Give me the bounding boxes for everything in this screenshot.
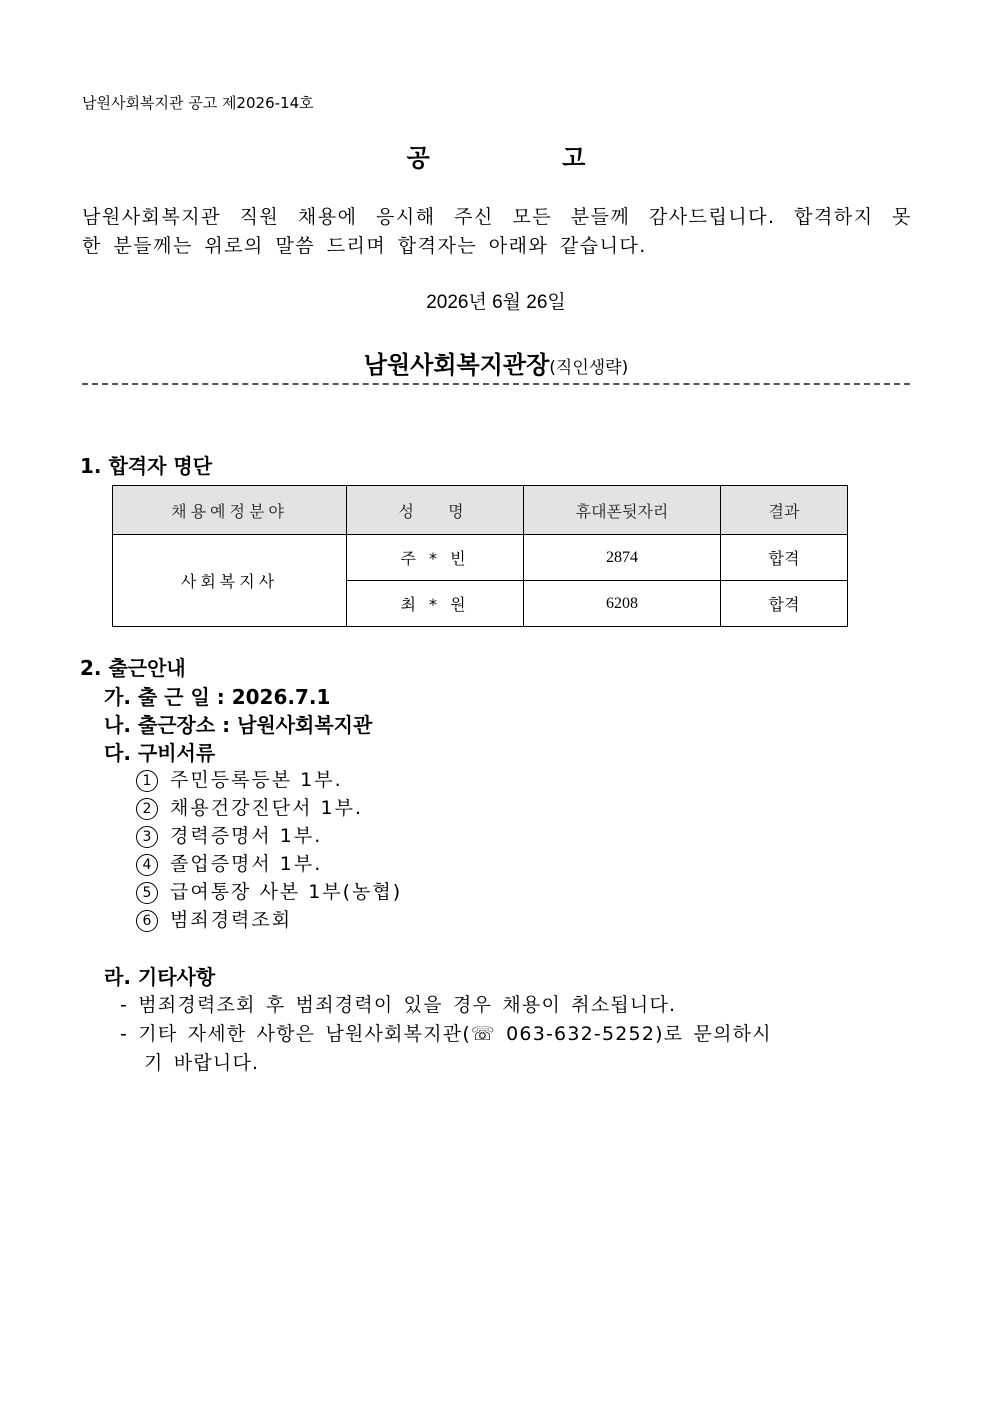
start-date: 가. 출 근 일 : 2026.7.1 (104, 685, 331, 709)
cell-result: 합격 (721, 535, 848, 581)
document-item (136, 877, 402, 904)
page-title: 공 고 (406, 144, 648, 172)
column-header-result: 결과 (721, 486, 848, 535)
document-item (136, 905, 292, 932)
documents-heading: 다. 구비서류 (104, 741, 216, 765)
dashed-divider (82, 383, 910, 385)
document-text: 졸업증명서 1부. (170, 853, 323, 875)
document-text: 경력증명서 1부. (170, 825, 323, 847)
document-item (136, 765, 343, 792)
document-item (136, 793, 363, 820)
table-row (113, 535, 848, 581)
document-item (136, 849, 322, 876)
document-text: 급여통장 사본 1부(농협) (170, 881, 403, 903)
document-text: 범죄경력조회 (170, 909, 293, 931)
circled-number: 5 (136, 882, 158, 904)
table-header-row (113, 486, 848, 535)
issuer (0, 345, 992, 380)
document-text: 주민등록등본 1부. (170, 769, 343, 791)
cell-phone: 2874 (524, 535, 721, 581)
document-number: 남원사회복지관 공고 제2026-14호 (82, 94, 314, 112)
note-item: - 범죄경력조회 후 범죄경력이 있을 경우 채용이 취소됩니다. (120, 994, 677, 1016)
issuer-name: 남원사회복지관장 (363, 351, 550, 379)
cell-name: 최 * 원 (347, 581, 524, 627)
circled-number: 1 (136, 770, 158, 792)
document-text: 채용건강진단서 1부. (170, 797, 363, 819)
document-item (136, 821, 322, 848)
section-1-heading: 1. 합격자 명단 (80, 454, 213, 478)
cell-name: 주 * 빈 (347, 535, 524, 581)
intro-line-1: 남원사회복지관 직원 채용에 응시해 주신 모든 분들께 감사드립니다. 합격하지 못 (82, 206, 912, 228)
intro-line-2: 한 분들께는 위로의 말씀 드리며 합격자는 아래와 같습니다. (82, 235, 647, 257)
circled-number: 2 (136, 798, 158, 820)
note-item-continued: 기 바랍니다. (144, 1052, 260, 1074)
other-heading: 라. 기타사항 (104, 965, 216, 989)
cell-result: 합격 (721, 581, 848, 627)
circled-number: 6 (136, 910, 158, 932)
work-location: 나. 출근장소 : 남원사회복지관 (104, 713, 373, 737)
section-2-heading: 2. 출근안내 (80, 656, 186, 680)
cell-field: 사회복지사 (113, 535, 347, 627)
circled-number: 4 (136, 854, 158, 876)
issuer-seal-note: (직인생략) (549, 358, 629, 378)
note-item: - 기타 자세한 사항은 남원사회복지관(☏ 063-632-5252)로 문의하시 (120, 1023, 772, 1045)
cell-phone: 6208 (524, 581, 721, 627)
passers-table (112, 485, 848, 627)
circled-number: 3 (136, 826, 158, 848)
column-header-field: 채용예정분야 (113, 486, 347, 535)
announcement-date: 2026년 6월 26일 (426, 292, 566, 313)
column-header-phone: 휴대폰뒷자리 (524, 486, 721, 535)
column-header-name: 성 명 (347, 486, 524, 535)
